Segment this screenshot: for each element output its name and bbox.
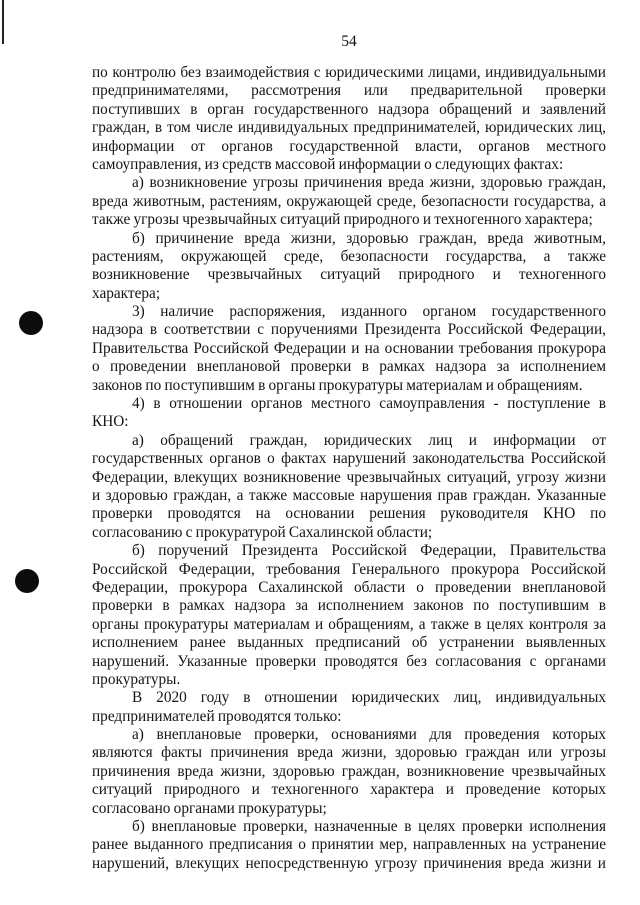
punch-hole xyxy=(15,569,39,593)
text-line: самоуправления, из средств массовой информации о следующих фактах: xyxy=(92,155,564,173)
text-line: причинения вреда жизни, здоровью граждан, возникновение чрезвычайных xyxy=(92,762,606,780)
text-line: Федерации, влекущих возникновение чрезвычайных ситуаций, угрозу жизни xyxy=(92,468,606,486)
text-line: Правительства Российской Федерации и на основании требования прокурора xyxy=(92,339,606,357)
text-line: проверки в рамках надзора за исполнением законов по поступившим в xyxy=(92,597,606,615)
text-line: о проведении внеплановой проверки в рамках надзора за исполнением xyxy=(92,358,606,376)
paragraph xyxy=(92,230,606,304)
text-line: по контролю без взаимодействия с юридическими лицами, индивидуальными xyxy=(92,64,606,81)
text-line: ситуаций природного и техногенного характера и проведение которых xyxy=(92,781,606,799)
text-line: б) поручений Президента Российской Федерации, Правительства xyxy=(132,542,606,560)
text-line: граждан, в том числе индивидуальных предпринимателей, юридических лиц, xyxy=(92,119,606,137)
text-line: предпринимателей проводятся только: xyxy=(92,707,342,725)
text-line: 4) в отношении органов местного самоуправления - поступление в xyxy=(132,395,606,413)
text-line: органы прокуратуры материалам и обращениям, а также в целях контроля за xyxy=(92,615,606,633)
text-line: ранее выданного предписания о принятии мер, направленных на устранение xyxy=(92,836,606,854)
text-line: государственных органов о фактах нарушений законодательства Российской xyxy=(92,450,606,468)
text-line: согласовано органами прокуратуры; xyxy=(92,799,327,817)
text-line: б) внеплановые проверки, назначенные в целях проверки исполнения xyxy=(132,818,606,836)
text-line: нарушений. Указанные проверки проводятся без согласования с органами xyxy=(92,652,606,670)
text-line: законов по поступившим в органы прокуратуры материалам и обращениям. xyxy=(92,376,583,394)
paragraph xyxy=(92,174,606,229)
paragraph xyxy=(92,542,606,689)
text-line: В 2020 году в отношении юридических лиц, индивидуальных xyxy=(132,689,606,707)
text-line: характера; xyxy=(92,284,161,302)
text-line: информации от органов государственной власти, органов местного xyxy=(92,137,606,155)
paragraph xyxy=(92,64,606,174)
text-line: поступивших в орган государственного надзора обращений и заявлений xyxy=(92,100,606,118)
punch-hole xyxy=(19,311,43,335)
text-line: надзора в соответствии с поручениями Президента Российской Федерации, xyxy=(92,321,606,339)
text-line: растениям, окружающей среде, безопасности государства, а также xyxy=(92,247,606,265)
text-line: возникновение чрезвычайных ситуаций природного и техногенного xyxy=(92,266,606,284)
text-line: Федерации, прокурора Сахалинской области о проведении внеплановой xyxy=(92,578,606,596)
text-line: Российской Федерации, требования Генерального прокурора Российской xyxy=(92,560,606,578)
text-line: 3) наличие распоряжения, изданного органом государственного xyxy=(132,303,606,321)
paragraph xyxy=(92,432,606,542)
paragraph xyxy=(92,818,606,873)
scan-edge-line xyxy=(2,0,4,44)
text-line: также угрозы чрезвычайных ситуаций природного и техногенного характера; xyxy=(92,211,593,229)
text-line: прокуратуры. xyxy=(92,670,181,688)
paragraph xyxy=(92,726,606,818)
text-line: проверки проводятся на основании решения руководителя КНО по xyxy=(92,505,606,523)
text-line: вреда животным, растениям, окружающей среде, безопасности государства, а xyxy=(92,192,606,210)
text-line: КНО: xyxy=(92,413,129,431)
page-number: 54 xyxy=(341,33,357,50)
document-body xyxy=(92,64,606,873)
text-line: предпринимателями, рассмотрения или предварительной проверки xyxy=(92,82,606,100)
paragraph xyxy=(92,395,606,432)
text-line: исполнением ранее выданных предписаний об устранении выявленных xyxy=(92,634,606,652)
text-line: являются факты причинения вреда жизни, здоровью граждан или угрозы xyxy=(92,744,606,762)
text-line: согласованию с прокуратурой Сахалинской области; xyxy=(92,523,433,541)
text-line: б) причинение вреда жизни, здоровью граждан, вреда животным, xyxy=(132,229,606,247)
text-line: а) обращений граждан, юридических лиц и информации от xyxy=(132,431,606,449)
paragraph xyxy=(92,689,606,726)
text-line: и здоровью граждан, а также массовые нарушения прав граждан. Указанные xyxy=(92,486,606,504)
text-line: нарушений, влекущих непосредственную угрозу причинения вреда жизни и xyxy=(92,854,606,872)
text-line: а) внеплановые проверки, основаниями для проведения которых xyxy=(132,726,606,744)
text-line: а) возникновение угрозы причинения вреда жизни, здоровью граждан, xyxy=(132,174,606,192)
paragraph xyxy=(92,303,606,395)
